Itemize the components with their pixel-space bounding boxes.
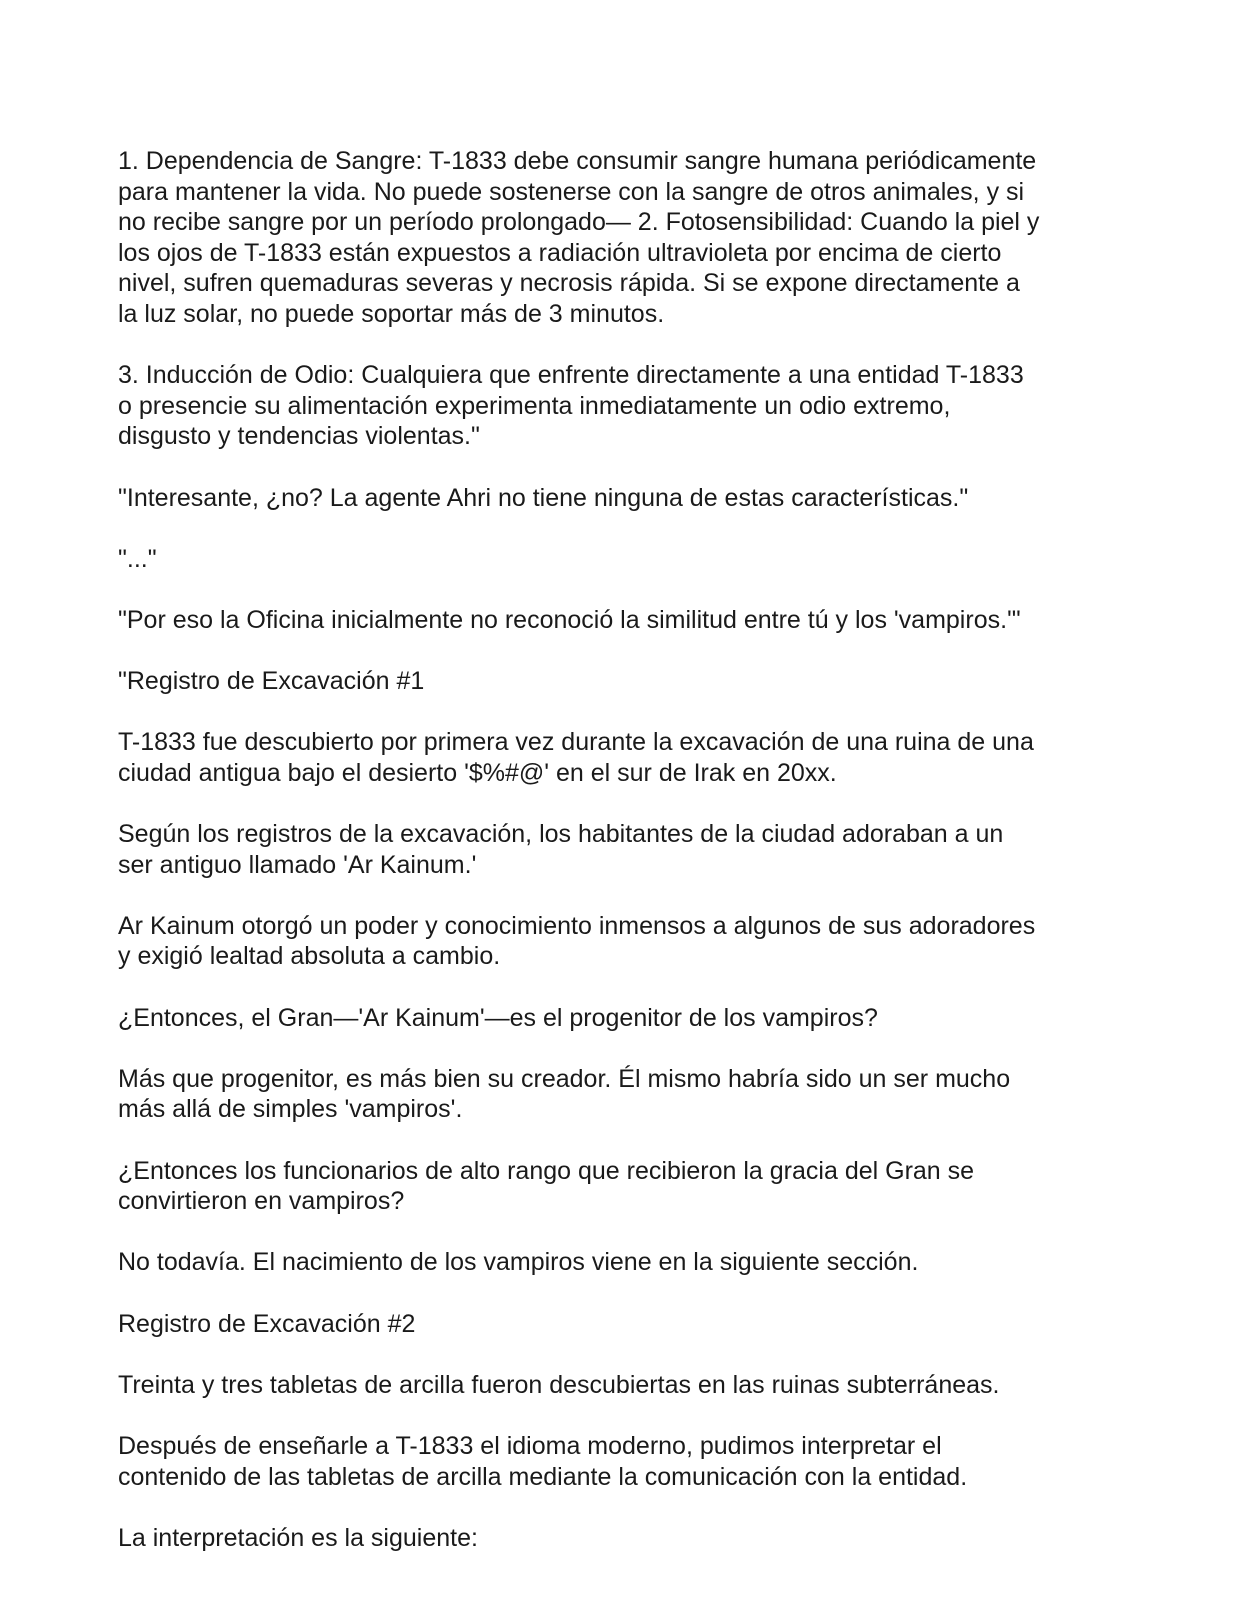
paragraph-creator-answer: Más que progenitor, es más bien su creador. Él mismo habría sido un ser mucho más allá de simples 'vampiros'. [118, 1064, 1011, 1124]
paragraph-interpretation-method: Después de enseñarle a T-1833 el idioma moderno, pudimos interpretar el contenido de las tabletas de arcilla mediante la comunicación con la entidad. [118, 1431, 968, 1491]
paragraph-blood-dependency: 1. Dependencia de Sangre: T-1833 debe consumir sangre humana periódicamente para mantener la vida. No puede sostenerse con la sangre de otros animales, y si no recibe sangre por un período prolongado— 2. Fotosensibilidad: Cuando la piel y los ojos de T-1833 están expuestos a radiación ultravioleta por encima de cierto nivel, sufren quemaduras severas y necrosis rápida. Si se expone directamente a la luz solar, no puede soportar más de 3 minutos. [118, 147, 1040, 328]
paragraph-ellipsis: "..." [118, 544, 157, 573]
paragraph-excavation-log-1-heading: "Registro de Excavación #1 [118, 667, 425, 696]
paragraph-worship: Según los registros de la excavación, los habitantes de la ciudad adoraban a un ser antiguo llamado 'Ar Kainum.' [118, 820, 1004, 879]
paragraph-ar-kainum-power: Ar Kainum otorgó un poder y conocimiento inmensos a algunos de sus adoradores y exigió lealtad absoluta a cambio. [118, 911, 1036, 971]
paragraph-office-similarity: "Por eso la Oficina inicialmente no reconoció la similitud entre tú y los 'vampiros.'" [118, 605, 1021, 634]
paragraph-hate-induction: 3. Inducción de Odio: Cualquiera que enfrente directamente a una entidad T-1833 o presencie su alimentación experimenta inmediatamente un odio extremo, disgusto y tendencias violentas." [118, 361, 1024, 451]
paragraph-interesting: "Interesante, ¿no? La agente Ahri no tiene ninguna de estas características." [118, 483, 969, 512]
paragraph-officials-question: ¿Entonces los funcionarios de alto rango que recibieron la gracia del Gran se convirtieron en vampiros? [118, 1156, 975, 1216]
paragraph-excavation-log-2-heading: Registro de Excavación #2 [118, 1309, 416, 1338]
paragraph-clay-tablets: Treinta y tres tabletas de arcilla fueron descubiertas en las ruinas subterráneas. [118, 1370, 1000, 1399]
paragraph-progenitor-question: ¿Entonces, el Gran—'Ar Kainum'—es el progenitor de los vampiros? [118, 1003, 878, 1032]
paragraph-interpretation-intro: La interpretación es la siguiente: [118, 1523, 478, 1552]
paragraph-not-yet: No todavía. El nacimiento de los vampiros viene en la siguiente sección. [118, 1248, 919, 1277]
paragraph-discovery: T-1833 fue descubierto por primera vez durante la excavación de una ruina de una ciudad antigua bajo el desierto '$%#@' en el sur de Irak en 20xx. [118, 728, 1034, 787]
document-body [118, 146, 1128, 1553]
